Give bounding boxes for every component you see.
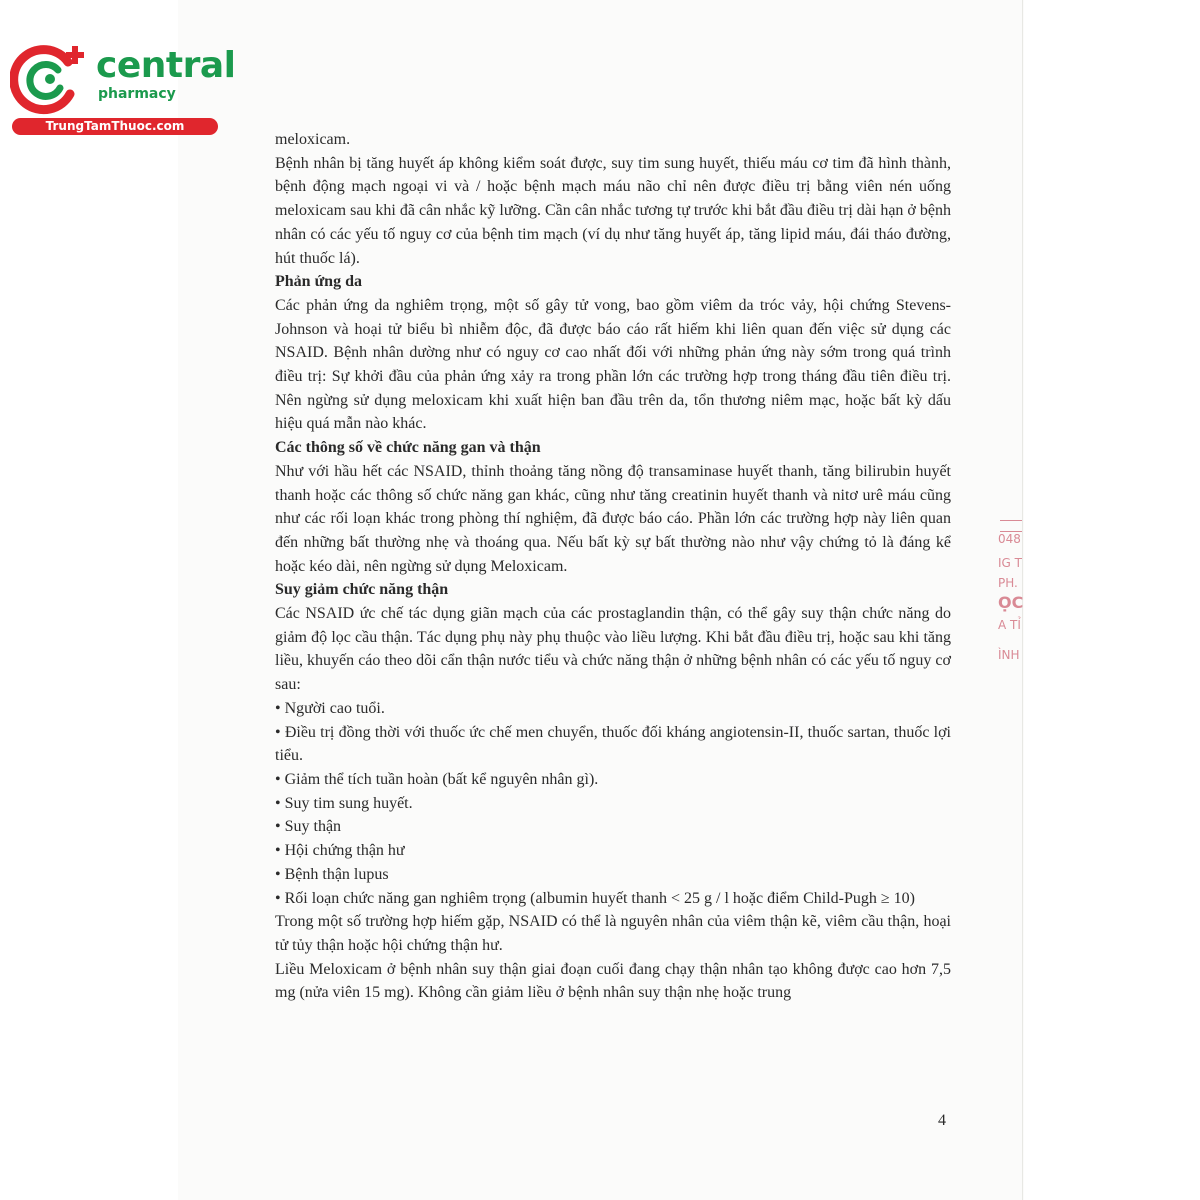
bullet-item: • Điều trị đồng thời với thuốc ức chế men chuyển, thuốc đối kháng angiotensin-II, thuốc sartan, thuốc lợi tiểu. [275,723,951,765]
bullet-item: • Bệnh thận lupus [275,865,389,883]
paragraph: Như với hầu hết các NSAID, thỉnh thoảng tăng nồng độ transaminase huyết thanh, tăng bilirubin huyết thanh hoặc các thông số chức năng gan khác, cũng như tăng creatinin huyết thanh và nitơ urê máu cũng như các rối loạn khác trong phòng thí nghiệm, đã được báo cáo. Phần lớn các trường hợp này liên quan đến những bất thường nhẹ và thoáng qua. Nếu bất kỳ sự bất thường nào như vậy chứng tỏ là đáng kể hoặc kéo dài, nên ngừng sử dụng Meloxicam. [275,462,951,575]
section-heading-renal: Suy giảm chức năng thận [275,581,449,599]
section-heading-skin: Phản ứng da [275,273,362,291]
central-pharmacy-logo-icon [10,40,92,116]
brand-url-link[interactable]: TrungTamThuoc.com [12,118,218,135]
bullet-item: • Rối loạn chức năng gan nghiêm trọng (albumin huyết thanh < 25 g / l hoặc điểm Child-Pugh ≥ 10) [275,889,915,907]
stamp-text: PH. [998,576,1018,590]
paragraph: Trong một số trường hợp hiếm gặp, NSAID có thể là nguyên nhân của viêm thận kẽ, viêm cầu thận, hoại tử tủy thận hoặc hội chứng thận hư. [275,913,951,954]
page-number: 4 [938,1112,946,1129]
bullet-item: • Hội chứng thận hư [275,842,405,860]
paragraph: meloxicam. [275,131,351,148]
stamp-text: IG T [998,556,1022,570]
stamp-text: 048 [998,532,1021,546]
paragraph: Bệnh nhân bị tăng huyết áp không kiểm soát được, suy tim sung huyết, thiếu máu cơ tim đã hình thành, bệnh động mạch ngoại vi và / hoặc bệnh mạch máu não chỉ nên được điều trị bằng viên nén uống meloxicam sau khi đã cân nhắc kỹ lưỡng. Cần cân nhắc tương tự trước khi bắt đầu điều trị dài hạn ở bệnh nhân có các yếu tố nguy cơ của bệnh tim mạch (ví dụ như tăng huyết áp, tăng lipid máu, đái tháo đường, hút thuốc lá). [275,154,951,267]
stamp-border [1000,520,1022,532]
brand-logo[interactable] [10,36,236,138]
brand-name: central [96,45,236,86]
stamp-text: ÌNH [998,648,1020,662]
partial-stamp [998,518,1028,678]
paragraph: Các NSAID ức chế tác dụng giãn mạch của các prostaglandin thận, có thể gây suy thận chức năng do giảm độ lọc cầu thận. Tác dụng phụ này phụ thuộc vào liều lượng. Khi bắt đầu điều trị, hoặc sau khi tăng liều, khuyến cáo theo dõi cẩn thận nước tiểu và chức năng thận ở những bệnh nhân có các yếu tố nguy cơ sau: [275,605,951,694]
paragraph: Các phản ứng da nghiêm trọng, một số gây tử vong, bao gồm viêm da tróc vảy, hội chứng Stevens-Johnson và hoại tử biểu bì nhiễm độc, đã được báo cáo rất hiếm khi liên quan đến việc sử dụng các NSAID. Bệnh nhân dường như có nguy cơ cao nhất đối với những phản ứng này sớm trong quá trình điều trị: Sự khởi đầu của phản ứng xảy ra trong phần lớn các trường hợp trong tháng đầu tiên điều trị. Nên ngừng sử dụng meloxicam khi xuất hiện ban đầu trên da, tổn thương niêm mạc, hoặc bất kỳ dấu hiệu quá mẫn nào khác. [275,296,951,433]
brand-subtitle: pharmacy [98,86,176,102]
paragraph: Liều Meloxicam ở bệnh nhân suy thận giai đoạn cuối đang chạy thận nhân tạo không được cao hơn 7,5 mg (nửa viên 15 mg). Không cần giảm liều ở bệnh nhân suy thận nhẹ hoặc trung [275,960,951,1002]
stamp-text: A TỈ [998,618,1021,632]
bullet-item: • Người cao tuổi. [275,699,385,717]
document-body [275,128,951,1005]
section-heading-liver: Các thông số về chức năng gan và thận [275,439,541,457]
bullet-item: • Giảm thể tích tuần hoàn (bất kể nguyên nhân gì). [275,770,599,788]
stamp-text: ỌC [998,593,1024,612]
bullet-item: • Suy thận [275,818,342,836]
bullet-item: • Suy tim sung huyết. [275,794,413,812]
